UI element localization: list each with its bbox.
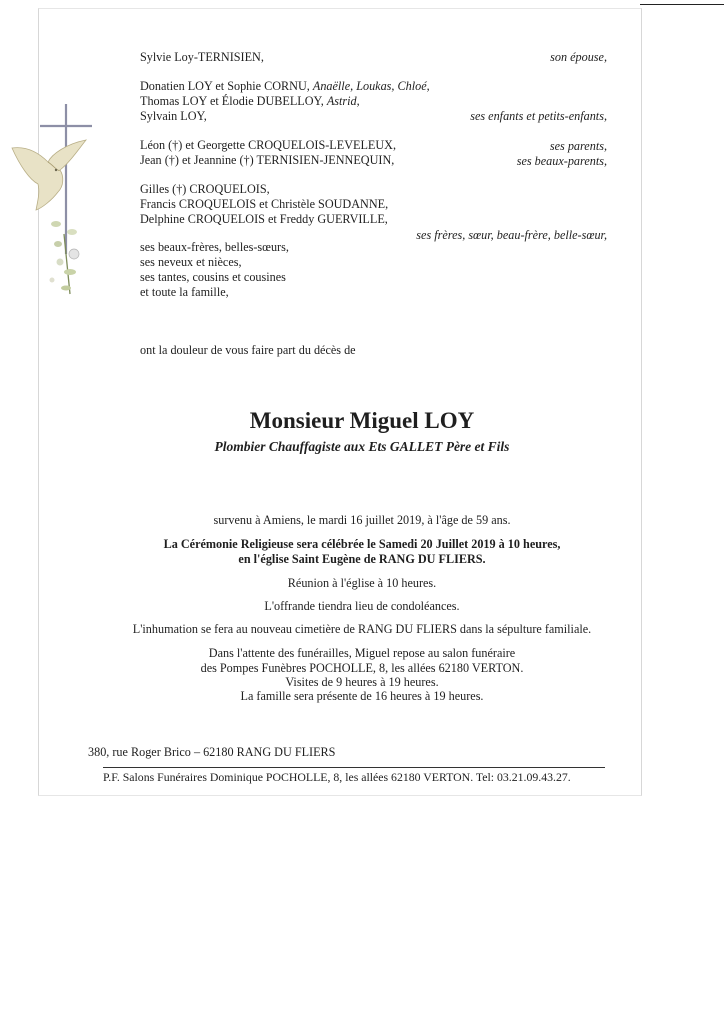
family-line-parents: Léon (†) et Georgette CROQUELOIS-LEVELEUX,	[140, 138, 396, 152]
rest-line-1: Dans l'attente des funérailles, Miguel repose au salon funéraire	[208, 646, 516, 660]
announce-text: ont la douleur de vous faire part du décès de	[140, 343, 356, 357]
family-role-spouse: son épouse,	[550, 50, 607, 64]
family-child-2-grandchildren: Astrid,	[326, 94, 360, 108]
family-child-2-name: Thomas LOY et Élodie DUBELLOY,	[140, 94, 327, 108]
family-line-child-3: Sylvain LOY,	[140, 109, 207, 123]
family-line-extended-4: et toute la famille,	[140, 285, 229, 299]
deceased-profession: Plombier Chauffagiste aux Ets GALLET Père et Fils	[214, 439, 510, 454]
death-details: survenu à Amiens, le mardi 16 juillet 2019, à l'âge de 59 ans.	[213, 513, 511, 527]
cross-dove-ornament-icon	[8, 104, 108, 300]
family-line-sibling-1: Gilles (†) CROQUELOIS,	[140, 182, 270, 196]
family-address: 380, rue Roger Brico – 62180 RANG DU FLIERS	[88, 745, 336, 759]
deceased-name: Monsieur Miguel LOY	[249, 408, 475, 433]
family-child-1-name: Donatien LOY et Sophie CORNU,	[140, 79, 313, 93]
family-line-extended-2: ses neveux et nièces,	[140, 255, 242, 269]
family-role-siblings: ses frères, sœur, beau-frère, belle-sœur,	[416, 228, 607, 242]
footer-divider	[103, 767, 605, 768]
family-line-child-2	[140, 94, 360, 109]
ceremony-line-1: La Cérémonie Religieuse sera célébrée le Samedi 20 Juillet 2019 à 10 heures,	[163, 537, 561, 551]
family-role-in-laws: ses beaux-parents,	[516, 154, 607, 168]
family-line-sibling-2: Francis CROQUELOIS et Christèle SOUDANNE,	[140, 197, 389, 211]
family-line-sibling-3: Delphine CROQUELOIS et Freddy GUERVILLE,	[140, 212, 388, 226]
family-role-parents: ses parents,	[549, 139, 607, 153]
family-line-extended-3: ses tantes, cousins et cousines	[140, 270, 286, 284]
scan-edge-line	[640, 4, 724, 5]
ceremony-line-2: en l'église Saint Eugène de RANG DU FLIERS.	[238, 552, 486, 566]
family-line-in-laws: Jean (†) et Jeannine (†) TERNISIEN-JENNEQUIN,	[140, 153, 395, 167]
family-line-spouse: Sylvie Loy-TERNISIEN,	[140, 50, 264, 64]
funeral-home-footer: P.F. Salons Funéraires Dominique POCHOLLE, 8, les allées 62180 VERTON. Tel: 03.21.09.43.27.	[103, 770, 571, 784]
offering-text: L'offrande tiendra lieu de condoléances.	[264, 599, 460, 613]
family-line-child-1	[140, 79, 430, 94]
presence-text: La famille sera présente de 16 heures à 19 heures.	[240, 689, 484, 703]
reunion-text: Réunion à l'église à 10 heures.	[287, 576, 437, 590]
family-role-children: ses enfants et petits-enfants,	[470, 109, 607, 123]
rest-line-2: des Pompes Funèbres POCHOLLE, 8, les allées 62180 VERTON.	[200, 661, 524, 675]
family-line-extended-1: ses beaux-frères, belles-sœurs,	[140, 240, 289, 254]
family-child-1-grandchildren: Anaëlle, Loukas, Chloé,	[312, 79, 430, 93]
visits-text: Visites de 9 heures à 19 heures.	[285, 675, 439, 689]
burial-text: L'inhumation se fera au nouveau cimetière de RANG DU FLIERS dans la sépulture familiale.	[132, 622, 592, 636]
